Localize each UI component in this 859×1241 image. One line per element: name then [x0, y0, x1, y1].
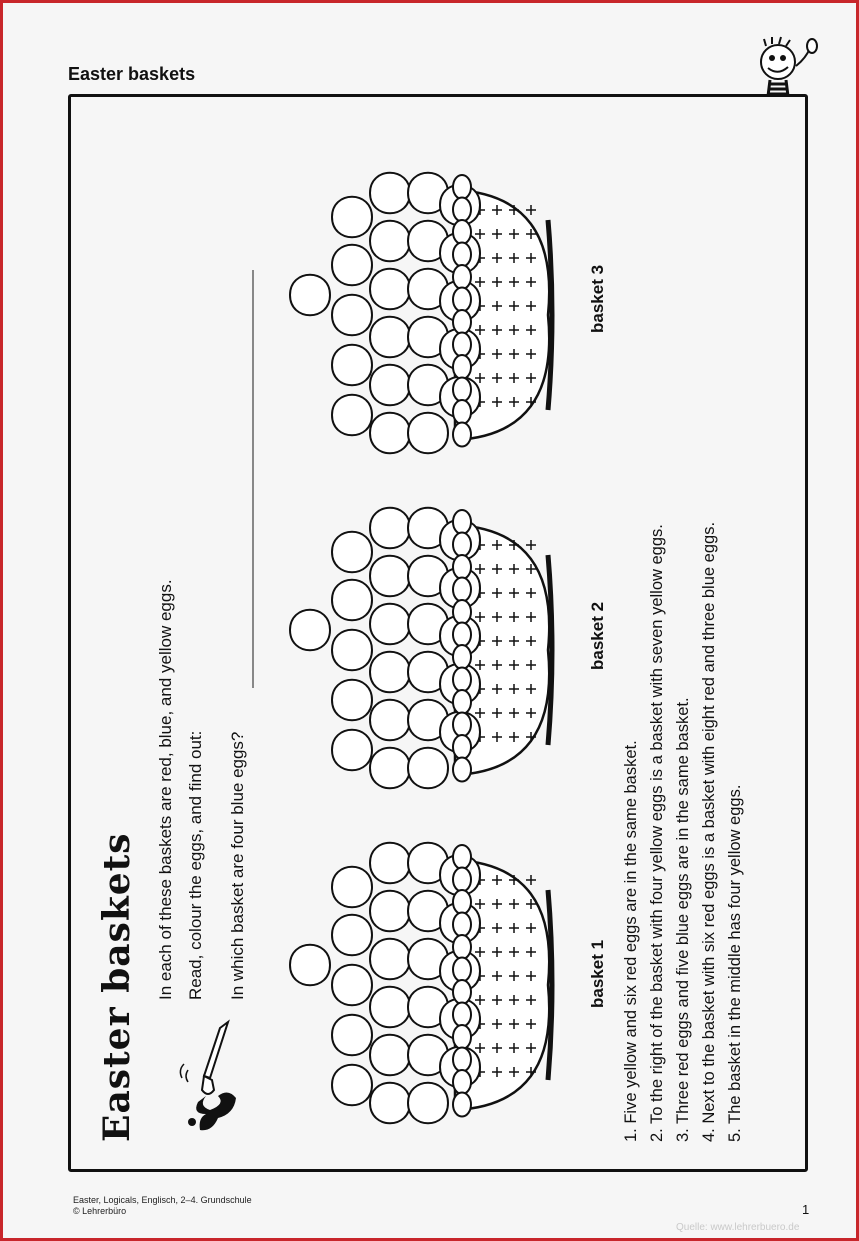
- basket-2-drawing: [280, 500, 565, 800]
- instruction-line-2: Read, colour the eggs, and find out:: [186, 730, 205, 1000]
- clue-2: 2. To the right of the basket with four yellow eggs is a basket with seven yellow eggs.: [648, 524, 666, 1142]
- page-title: Easter baskets: [68, 64, 196, 84]
- instruction-line-1: In each of these baskets are red, blue, and yellow eggs.: [156, 579, 175, 1000]
- clue-5: 5. The basket in the middle has four yellow eggs.: [726, 784, 744, 1142]
- clue-1: 1. Five yellow and six red eggs are in the same basket.: [622, 740, 640, 1142]
- basket-1-label: basket 1: [588, 939, 607, 1008]
- worksheet-title: Easter baskets: [96, 832, 138, 1142]
- question-text: In which basket are four blue eggs?: [228, 731, 247, 1000]
- answer-line: [252, 270, 254, 688]
- paintbrush-icon: [168, 1018, 248, 1138]
- footer-line-1: Easter, Logicals, Englisch, 2–4. Grundschule: [73, 1195, 252, 1205]
- page-number: 1: [802, 1202, 810, 1217]
- watermark: Quelle: www.lehrerbuero.de: [676, 1222, 800, 1233]
- footer-credits: [73, 1195, 252, 1217]
- basket-svg: [280, 835, 565, 1135]
- footer-line-2: © Lehrerbüro: [73, 1206, 127, 1216]
- basket-3-label: basket 3: [588, 264, 607, 333]
- clue-3: 3. Three red eggs and five blue eggs are in the same basket.: [674, 697, 692, 1142]
- basket-1-drawing: [280, 835, 565, 1135]
- basket-3-drawing: [280, 165, 565, 465]
- basket-2-label: basket 2: [588, 601, 607, 670]
- basket-svg: [280, 500, 565, 800]
- basket-svg: [280, 165, 565, 465]
- clue-4: 4. Next to the basket with six red eggs is a basket with eight red and three blue eggs.: [700, 521, 718, 1142]
- mascot-icon: [748, 36, 828, 98]
